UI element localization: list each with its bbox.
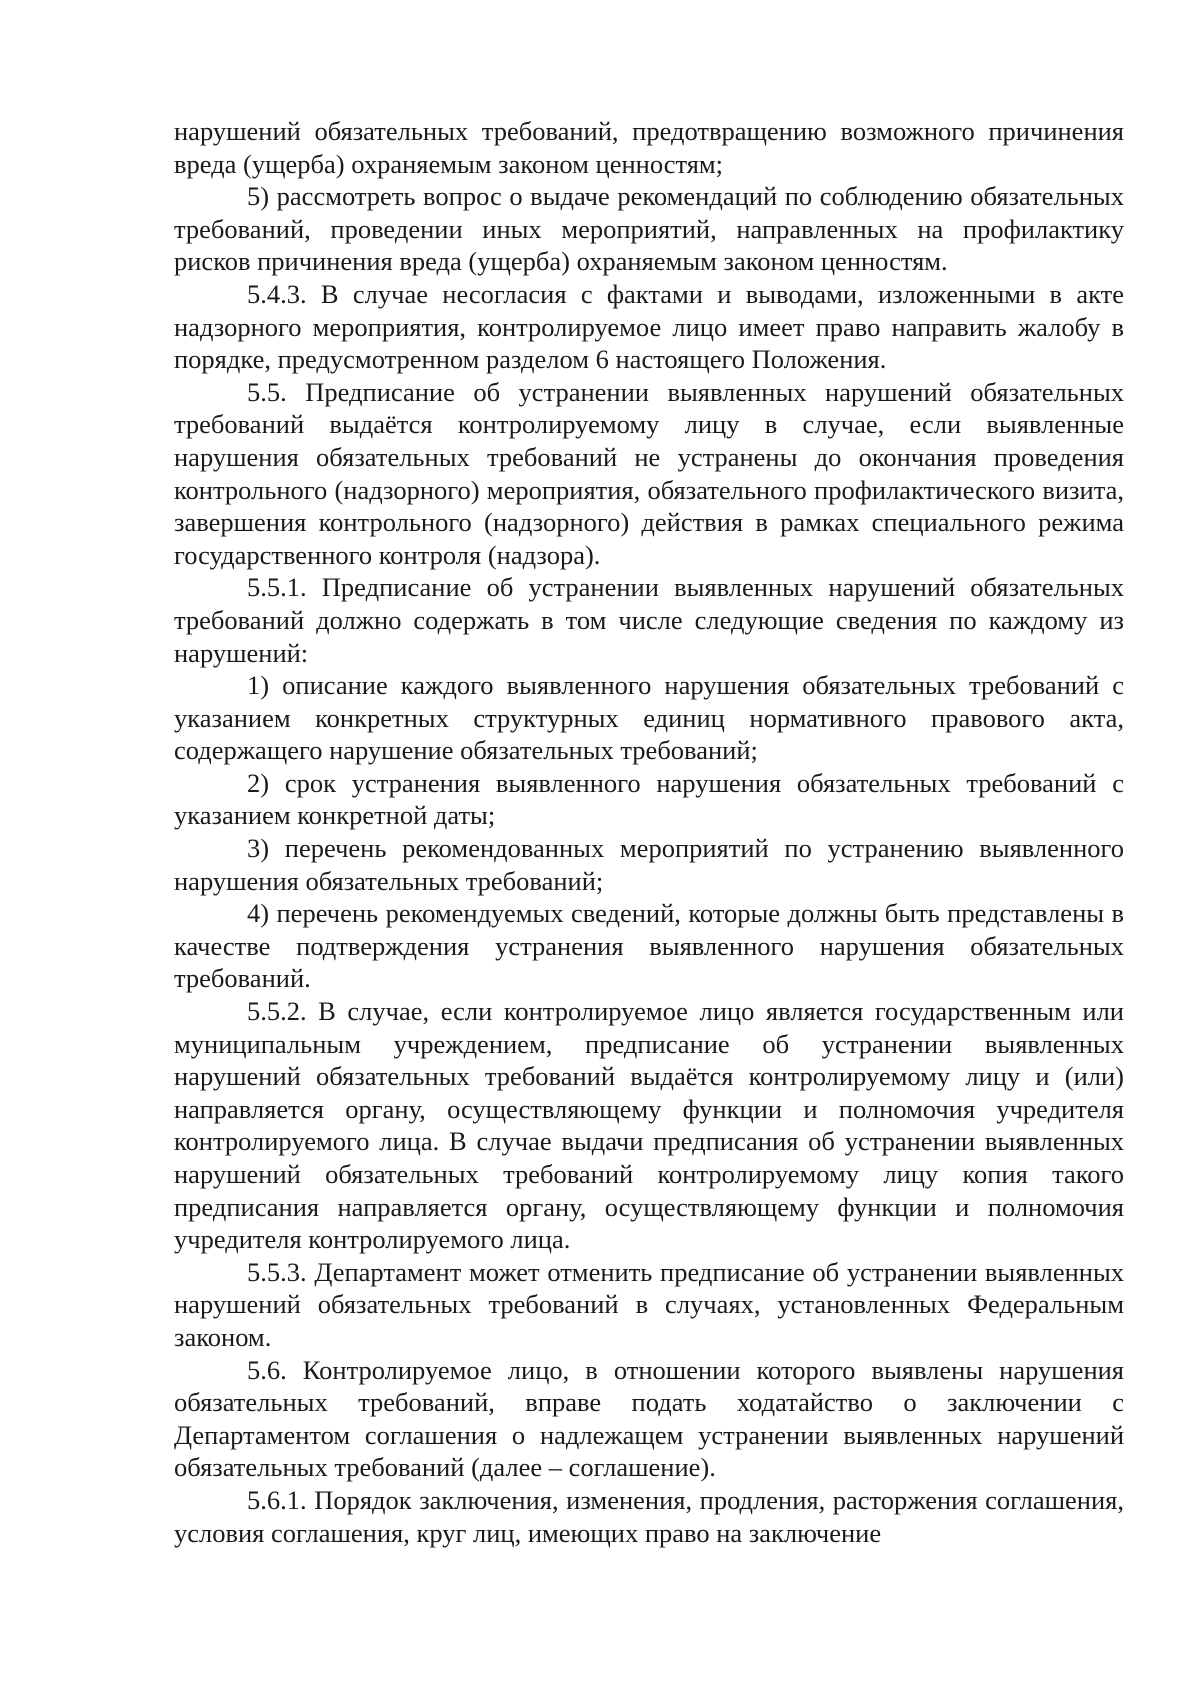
paragraph-5-5-1: 5.5.1. Предписание об устранении выявленных нарушений обязательных требований должно содержать в том числе следующие сведения по каждому из нарушений: (174, 572, 1124, 668)
paragraph-5-5-2: 5.5.2. В случае, если контролируемое лицо является государственным или муниципальным учреждением, предписание об устранении выявленных нарушений обязательных требований выдаётся контролируемому лицу и (или) направляется органу, осуществляющему функции и полномочия учредителя контролируемого лица. В случае выдачи предписания об устранении выявленных нарушений обязательных требований контролируемому лицу копия такого предписания направляется органу, осуществляющему функции и полномочия учредителя контролируемого лица. (174, 996, 1124, 1255)
paragraph-5-6: 5.6. Контролируемое лицо, в отношении которого выявлены нарушения обязательных требований, вправе подать ходатайство о заключении с Департаментом соглашения о надлежащем устранении выявленных нарушений обязательных требований (далее – соглашение). (174, 1354, 1124, 1483)
paragraph-list-item-2: 2) срок устранения выявленного нарушения обязательных требований с указанием конкретной даты; (174, 767, 1124, 831)
paragraph-5-4-3: 5.4.3. В случае несогласия с фактами и выводами, изложенными в акте надзорного мероприятия, контролируемое лицо имеет право направить жалобу в порядке, предусмотренном разделом 6 настоящего Положения. (174, 278, 1124, 375)
paragraph-list-item-1: 1) описание каждого выявленного нарушения обязательных требований с указанием конкретных структурных единиц нормативного правового акта, содержащего нарушение обязательных требований; (174, 670, 1124, 766)
paragraph-5-5-3: 5.5.3. Департамент может отменить предписание об устранении выявленных нарушений обязательных требований в случаях, установленных Федеральным законом. (174, 1256, 1124, 1352)
paragraph-continuation: нарушений обязательных требований, предотвращению возможного причинения вреда (ущерба) охраняемым законом ценностям; (174, 116, 1124, 179)
document-page (174, 115, 1124, 1549)
paragraph-5-5: 5.5. Предписание об устранении выявленных нарушений обязательных требований выдаётся контролируемому лицу в случае, если выявленные нарушения обязательных требований не устранены до окончания проведения контрольного (надзорного) мероприятия, обязательного профилактического визита, завершения контрольного (надзорного) действия в рамках специального режима государственного контроля (надзора). (174, 376, 1124, 570)
paragraph-list-item-3: 3) перечень рекомендованных мероприятий по устранению выявленного нарушения обязательных требований; (174, 833, 1124, 896)
paragraph-5-6-1: 5.6.1. Порядок заключения, изменения, продления, расторжения соглашения, условия соглашения, круг лиц, имеющих право на заключение (174, 1484, 1124, 1548)
paragraph-item-5: 5) рассмотреть вопрос о выдаче рекомендаций по соблюдению обязательных требований, проведении иных мероприятий, направленных на профилактику рисков причинения вреда (ущерба) охраняемым законом ценностям. (174, 181, 1124, 277)
paragraph-list-item-4: 4) перечень рекомендуемых сведений, которые должны быть представлены в качестве подтверждения устранения выявленного нарушения обязательных требований. (174, 898, 1124, 994)
